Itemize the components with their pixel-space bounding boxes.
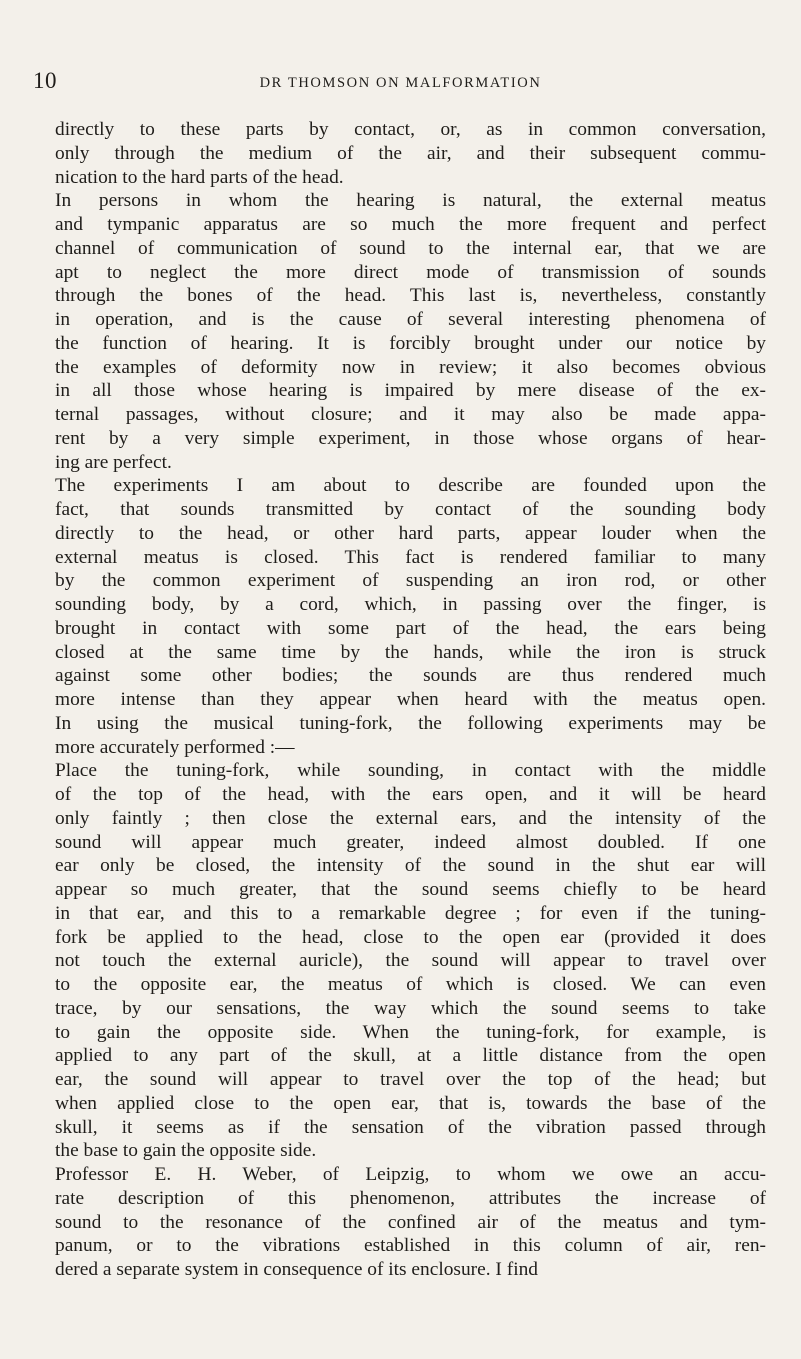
text-line: The experiments I am about to describe are founded upon the [55,475,766,497]
text-line: to the opposite ear, the meatus of which is closed. We can even [55,974,766,995]
paragraph [55,189,766,474]
paragraph [55,1163,766,1282]
text-line: directly to the head, or other hard parts, appear louder when the [55,522,766,544]
text-line: only faintly ; then close the external ears, and the intensity of the [55,807,766,829]
text-line: of the top of the head, with the ears open, and it will be heard [55,784,766,805]
text-line: rent by a very simple experiment, in those whose organs of hear- [55,427,766,449]
page-number: 10 [33,68,57,93]
text-line: in that ear, and this to a remarkable degree ; for even if the tuning- [55,902,766,924]
text-line: apt to neglect the more direct mode of transmission of sounds [55,261,766,283]
text-line: and tympanic apparatus are so much the more frequent and perfect [55,214,766,235]
text-line: Place the tuning-fork, while sounding, in contact with the middle [55,760,766,782]
text-line: in operation, and is the cause of several interesting phenomena of [55,309,766,330]
text-line: dered a separate system in consequence of its enclosure. I find [55,1259,538,1280]
text-line: brought in contact with some part of the head, the ears being [55,617,766,639]
text-line: ear only be closed, the intensity of the sound in the shut ear will [55,855,766,877]
text-line: appear so much greater, that the sound seems chiefly to be heard [55,879,766,900]
text-line: panum, or to the vibrations established in this column of air, ren- [55,1235,766,1257]
text-line: rate description of this phenomenon, attributes the increase of [55,1187,766,1209]
text-line: applied to any part of the skull, at a little distance from the open [55,1045,766,1067]
text-line: trace, by our sensations, the way which the sound seems to take [55,997,766,1019]
running-head: DR THOMSON ON MALFORMATION [259,75,542,91]
text-line: ing are perfect. [55,451,172,473]
text-line: the examples of deformity now in review; it also becomes obvious [55,356,766,378]
text-line: only through the medium of the air, and their subsequent commu- [55,142,766,164]
text-line: closed at the same time by the hands, while the iron is struck [55,641,766,663]
text-line: through the bones of the head. This last is, nevertheless, constantly [55,285,766,307]
text-line: sound will appear much greater, indeed almost doubled. If one [55,831,766,853]
text-line: skull, it seems as if the sensation of the vibration passed through [55,1116,766,1138]
text-line: In using the musical tuning-fork, the following experiments may be [55,712,766,734]
text-line: against some other bodies; the sounds are thus rendered much [55,665,766,687]
text-line: more intense than they appear when heard with the meatus open. [55,689,766,710]
text-line: ear, the sound will appear to travel over the top of the head; but [55,1069,766,1090]
text-line: In persons in whom the hearing is natural, the external meatus [55,190,766,212]
text-line: directly to these parts by contact, or, as in common conversation, [55,119,766,140]
text-line: the base to gain the opposite side. [55,1140,317,1162]
text-line: channel of communication of sound to the internal ear, that we are [55,237,766,259]
body-text [55,118,766,1282]
text-line: when applied close to the open ear, that is, towards the base of the [55,1092,766,1114]
text-line: to gain the opposite side. When the tuning-fork, for example, is [55,1021,766,1043]
paragraph [55,474,766,759]
text-line: fact, that sounds transmitted by contact of the sounding body [55,499,766,520]
text-line: not touch the external auricle), the sound will appear to travel over [55,950,766,972]
text-line: fork be applied to the head, close to the open ear (provided it does [55,926,766,948]
text-line: sound to the resonance of the confined air of the meatus and tym- [55,1211,766,1233]
text-line: external meatus is closed. This fact is rendered familiar to many [55,546,766,568]
text-line: ternal passages, without closure; and it may also be made appa- [55,404,766,425]
text-line: the function of hearing. It is forcibly brought under our notice by [55,332,766,354]
text-line: more accurately performed :— [55,736,295,758]
text-line: by the common experiment of suspending an iron rod, or other [55,570,766,592]
text-line: in all those whose hearing is impaired by mere disease of the ex- [55,380,766,402]
paragraph [55,118,766,189]
text-line: nication to the hard parts of the head. [55,166,344,188]
paragraph [55,759,766,1163]
text-line: sounding body, by a cord, which, in passing over the finger, is [55,594,766,615]
text-line: Professor E. H. Weber, of Leipzig, to whom we owe an accu- [55,1164,766,1185]
